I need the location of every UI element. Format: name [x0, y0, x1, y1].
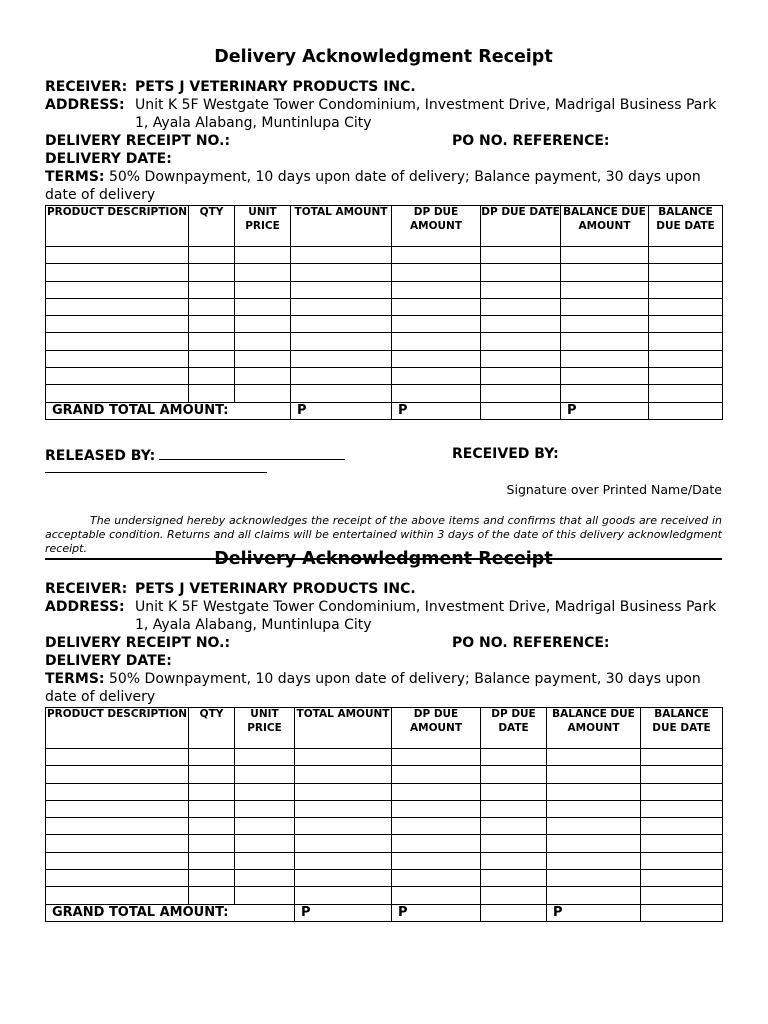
grand-total-dp-date-cell[interactable]: [481, 402, 561, 419]
table-cell[interactable]: [641, 766, 723, 783]
table-cell[interactable]: [481, 385, 561, 402]
table-row: [46, 749, 723, 766]
table-cell[interactable]: [649, 247, 723, 264]
terms-label: TERMS:: [45, 671, 105, 687]
receiver-line: [45, 580, 722, 598]
table-cell[interactable]: [235, 368, 291, 385]
table-row: [46, 368, 723, 385]
table-cell[interactable]: [189, 264, 235, 281]
address-line: [45, 96, 722, 114]
table-cell[interactable]: [392, 247, 481, 264]
table-row: [46, 247, 723, 264]
grand-total-amount-cell[interactable]: P: [291, 402, 392, 419]
table-cell[interactable]: [392, 835, 481, 852]
grand-total-balance-date-cell[interactable]: [641, 904, 723, 921]
po-reference-label: PO NO. REFERENCE:: [452, 635, 610, 651]
receiver-label: RECEIVER:: [45, 79, 128, 95]
table-cell[interactable]: [235, 247, 291, 264]
table-cell[interactable]: [392, 766, 481, 783]
terms-value: 50% Downpayment, 10 days upon date of delivery; Balance payment, 30 days upon date of delivery: [45, 671, 701, 705]
table-cell[interactable]: [235, 783, 295, 800]
table-cell[interactable]: [235, 835, 295, 852]
delivery-receipt-label: DELIVERY RECEIPT NO.:: [45, 133, 231, 149]
table-cell[interactable]: [295, 870, 392, 887]
grand-total-dp-cell[interactable]: P: [392, 402, 481, 419]
grand-total-dp-date-cell[interactable]: [481, 904, 547, 921]
table-row: [46, 818, 723, 835]
receipt-no-line: [45, 132, 722, 150]
table-cell[interactable]: [46, 385, 189, 402]
table-cell[interactable]: [392, 281, 481, 298]
table-cell[interactable]: [649, 281, 723, 298]
table-cell[interactable]: [561, 385, 649, 402]
table-cell[interactable]: [481, 766, 547, 783]
col-product-description: PRODUCT DESCRIPTION: [46, 206, 189, 247]
table-cell[interactable]: [235, 887, 295, 904]
table-row: [46, 333, 723, 350]
signature-caption: Signature over Printed Name/Date: [506, 481, 722, 497]
col-balance-due-amount: BALANCE DUE AMOUNT: [561, 206, 649, 247]
terms-line: [45, 168, 722, 204]
table-cell[interactable]: [392, 783, 481, 800]
table-cell[interactable]: [46, 350, 189, 367]
table-cell[interactable]: [481, 887, 547, 904]
col-qty: QTY: [189, 206, 235, 247]
table-cell[interactable]: [561, 264, 649, 281]
table-cell[interactable]: [547, 852, 641, 869]
table-cell[interactable]: [392, 316, 481, 333]
table-cell[interactable]: [481, 316, 561, 333]
table-cell[interactable]: [189, 316, 235, 333]
table-cell[interactable]: [46, 281, 189, 298]
table-cell[interactable]: [295, 783, 392, 800]
table-cell[interactable]: [561, 281, 649, 298]
delivery-receipt-label: DELIVERY RECEIPT NO.:: [45, 635, 231, 651]
table-row: [46, 316, 723, 333]
table-cell[interactable]: [46, 264, 189, 281]
table-row: [46, 264, 723, 281]
table-cell[interactable]: [547, 887, 641, 904]
delivery-date-label: DELIVERY DATE:: [45, 653, 172, 669]
table-cell[interactable]: [295, 818, 392, 835]
table-cell[interactable]: [46, 870, 189, 887]
table-cell[interactable]: [295, 835, 392, 852]
address-line-2: 1, Ayala Alabang, Muntinlupa City: [135, 115, 372, 131]
table-cell[interactable]: [235, 333, 291, 350]
table-cell[interactable]: [481, 800, 547, 817]
table-cell[interactable]: [235, 281, 291, 298]
table-cell[interactable]: [291, 264, 392, 281]
grand-total-dp-cell[interactable]: P: [392, 904, 481, 921]
table-cell[interactable]: [481, 749, 547, 766]
released-by: [45, 446, 345, 464]
table-cell[interactable]: [481, 350, 561, 367]
table-cell[interactable]: [46, 316, 189, 333]
table-cell[interactable]: [235, 298, 291, 315]
table-cell[interactable]: [641, 852, 723, 869]
col-unit-price: UNIT PRICE: [235, 206, 291, 247]
address-line-1: Unit K 5F Westgate Tower Condominium, Investment Drive, Madrigal Business Park: [135, 599, 717, 615]
table-cell[interactable]: [189, 281, 235, 298]
table-cell[interactable]: [561, 298, 649, 315]
table-cell[interactable]: [481, 368, 561, 385]
address-label: ADDRESS:: [45, 97, 125, 113]
items-table: [45, 205, 723, 420]
table-cell[interactable]: [547, 835, 641, 852]
grand-total-balance-cell[interactable]: P: [547, 904, 641, 921]
col-balance-due-date: BALANCE DUE DATE: [641, 708, 723, 749]
table-cell[interactable]: [481, 281, 561, 298]
table-cell[interactable]: [189, 350, 235, 367]
table-cell[interactable]: [46, 749, 189, 766]
table-cell[interactable]: [291, 368, 392, 385]
table-cell[interactable]: [392, 264, 481, 281]
table-cell[interactable]: [392, 350, 481, 367]
table-cell[interactable]: [291, 247, 392, 264]
receipt-no-line: [45, 634, 722, 652]
delivery-date-label: DELIVERY DATE:: [45, 151, 172, 167]
table-row: [46, 852, 723, 869]
received-by-label: RECEIVED BY:: [452, 445, 559, 462]
table-cell[interactable]: [392, 852, 481, 869]
table-cell[interactable]: [547, 818, 641, 835]
delivery-date-line: [45, 150, 722, 168]
table-cell[interactable]: [649, 385, 723, 402]
table-row: [46, 385, 723, 402]
table-row: [46, 281, 723, 298]
table-cell[interactable]: [46, 333, 189, 350]
table-cell[interactable]: [235, 852, 295, 869]
table-body: [46, 749, 723, 905]
table-cell[interactable]: [46, 298, 189, 315]
col-dp-due-date: DP DUE DATE: [481, 206, 561, 247]
table-cell[interactable]: [561, 350, 649, 367]
grand-total-balance-cell[interactable]: P: [561, 402, 649, 419]
table-header: [46, 708, 723, 749]
table-cell[interactable]: [392, 298, 481, 315]
table-cell[interactable]: [189, 368, 235, 385]
table-cell[interactable]: [641, 870, 723, 887]
grand-total-amount-cell[interactable]: P: [295, 904, 392, 921]
table-cell[interactable]: [392, 800, 481, 817]
table-cell[interactable]: [46, 887, 189, 904]
items-table: [45, 707, 723, 922]
grand-total-row: [46, 402, 723, 419]
receipt-1: [45, 44, 722, 560]
table-cell[interactable]: [649, 350, 723, 367]
table-cell[interactable]: [481, 818, 547, 835]
col-unit-price: UNIT PRICE: [235, 708, 295, 749]
table-cell[interactable]: [295, 749, 392, 766]
table-cell[interactable]: [392, 368, 481, 385]
table-cell[interactable]: [46, 766, 189, 783]
table-cell[interactable]: [46, 818, 189, 835]
table-cell[interactable]: [235, 800, 295, 817]
table-cell[interactable]: [649, 333, 723, 350]
grand-total-row: [46, 904, 723, 921]
terms-value: 50% Downpayment, 10 days upon date of delivery; Balance payment, 30 days upon date of delivery: [45, 169, 701, 203]
acknowledgment-text: The undersigned hereby acknowledges the receipt of the above items and confirms that all goods are received in acceptable condition. Returns and all claims will be entertained within 3 days of the date of this delivery acknowledgment receipt.: [45, 513, 722, 555]
table-cell[interactable]: [649, 316, 723, 333]
col-total-amount: TOTAL AMOUNT: [291, 206, 392, 247]
table-cell[interactable]: [392, 870, 481, 887]
table-cell[interactable]: [561, 368, 649, 385]
table-cell[interactable]: [641, 783, 723, 800]
receipt-2: [45, 546, 722, 922]
table-cell[interactable]: [481, 264, 561, 281]
table-cell[interactable]: [641, 818, 723, 835]
table-cell[interactable]: [291, 385, 392, 402]
released-by-line-2[interactable]: [45, 472, 267, 473]
table-cell[interactable]: [189, 887, 235, 904]
col-balance-due-date: BALANCE DUE DATE: [649, 206, 723, 247]
table-cell[interactable]: [189, 835, 235, 852]
released-by-line[interactable]: [159, 446, 345, 460]
receiver-value: PETS J VETERINARY PRODUCTS INC.: [135, 581, 416, 597]
table-cell[interactable]: [561, 247, 649, 264]
col-balance-due-amount: BALANCE DUE AMOUNT: [547, 708, 641, 749]
table-cell[interactable]: [189, 385, 235, 402]
table-header: [46, 206, 723, 247]
table-cell[interactable]: [547, 783, 641, 800]
address-line-2: 1, Ayala Alabang, Muntinlupa City: [135, 617, 372, 633]
table-cell[interactable]: [295, 800, 392, 817]
table-cell[interactable]: [649, 298, 723, 315]
table-cell[interactable]: [547, 800, 641, 817]
table-cell[interactable]: [295, 887, 392, 904]
table-cell[interactable]: [46, 835, 189, 852]
table-cell[interactable]: [481, 298, 561, 315]
table-cell[interactable]: [189, 783, 235, 800]
table-cell[interactable]: [649, 368, 723, 385]
grand-total-label: GRAND TOTAL AMOUNT:: [46, 402, 291, 419]
table-cell[interactable]: [291, 350, 392, 367]
table-cell[interactable]: [235, 870, 295, 887]
table-row: [46, 298, 723, 315]
grand-total-label: GRAND TOTAL AMOUNT:: [46, 904, 295, 921]
delivery-date-line: [45, 652, 722, 670]
col-qty: QTY: [189, 708, 235, 749]
table-cell[interactable]: [547, 749, 641, 766]
table-cell[interactable]: [547, 766, 641, 783]
table-cell[interactable]: [561, 316, 649, 333]
table-cell[interactable]: [235, 350, 291, 367]
receipt-title: Delivery Acknowledgment Receipt: [214, 47, 553, 67]
table-cell[interactable]: [547, 870, 641, 887]
table-cell[interactable]: [291, 316, 392, 333]
table-cell[interactable]: [641, 800, 723, 817]
table-cell[interactable]: [291, 333, 392, 350]
table-cell[interactable]: [189, 818, 235, 835]
table-cell[interactable]: [46, 783, 189, 800]
table-cell[interactable]: [392, 385, 481, 402]
receiver-value: PETS J VETERINARY PRODUCTS INC.: [135, 79, 416, 95]
table-cell[interactable]: [392, 333, 481, 350]
grand-total-balance-date-cell[interactable]: [649, 402, 723, 419]
col-dp-due-amount: DP DUE AMOUNT: [392, 708, 481, 749]
table-cell[interactable]: [189, 800, 235, 817]
table-cell[interactable]: [235, 749, 295, 766]
table-cell[interactable]: [189, 766, 235, 783]
table-row: [46, 800, 723, 817]
table-cell[interactable]: [189, 333, 235, 350]
table-cell[interactable]: [46, 800, 189, 817]
table-cell[interactable]: [189, 852, 235, 869]
receiver-line: [45, 78, 722, 96]
table-row: [46, 835, 723, 852]
table-cell[interactable]: [481, 852, 547, 869]
table-cell[interactable]: [235, 766, 295, 783]
table-cell[interactable]: [46, 247, 189, 264]
po-reference-label: PO NO. REFERENCE:: [452, 133, 610, 149]
table-cell[interactable]: [392, 887, 481, 904]
table-cell[interactable]: [295, 766, 392, 783]
table-cell[interactable]: [291, 298, 392, 315]
table-row: [46, 887, 723, 904]
col-product-description: PRODUCT DESCRIPTION: [46, 708, 189, 749]
table-cell[interactable]: [641, 835, 723, 852]
table-cell[interactable]: [392, 749, 481, 766]
table-cell[interactable]: [641, 749, 723, 766]
col-dp-due-amount: DP DUE AMOUNT: [392, 206, 481, 247]
table-cell[interactable]: [649, 264, 723, 281]
table-cell[interactable]: [481, 783, 547, 800]
table-cell[interactable]: [46, 852, 189, 869]
table-row: [46, 766, 723, 783]
table-cell[interactable]: [561, 333, 649, 350]
table-cell[interactable]: [189, 749, 235, 766]
table-cell[interactable]: [235, 316, 291, 333]
table-cell[interactable]: [291, 281, 392, 298]
address-label: ADDRESS:: [45, 599, 125, 615]
table-cell[interactable]: [481, 870, 547, 887]
table-cell[interactable]: [46, 368, 189, 385]
receipt-title: Delivery Acknowledgment Receipt: [214, 549, 553, 569]
table-row: [46, 783, 723, 800]
table-cell[interactable]: [235, 818, 295, 835]
receiver-label: RECEIVER:: [45, 581, 128, 597]
signature-block: [45, 420, 722, 514]
table-cell[interactable]: [481, 835, 547, 852]
table-cell[interactable]: [189, 870, 235, 887]
table-row: [46, 870, 723, 887]
address-line-1: Unit K 5F Westgate Tower Condominium, Investment Drive, Madrigal Business Park: [135, 97, 717, 113]
address-line: [45, 598, 722, 616]
table-cell[interactable]: [641, 887, 723, 904]
col-dp-due-date: DP DUE DATE: [481, 708, 547, 749]
col-total-amount: TOTAL AMOUNT: [295, 708, 392, 749]
table-cell[interactable]: [235, 264, 291, 281]
table-body: [46, 247, 723, 403]
terms-label: TERMS:: [45, 169, 105, 185]
table-cell[interactable]: [235, 385, 291, 402]
table-cell[interactable]: [189, 298, 235, 315]
table-cell[interactable]: [392, 818, 481, 835]
terms-line: [45, 670, 722, 706]
table-cell[interactable]: [295, 852, 392, 869]
table-cell[interactable]: [481, 333, 561, 350]
table-cell[interactable]: [481, 247, 561, 264]
released-by-label: RELEASED BY:: [45, 447, 156, 464]
table-row: [46, 350, 723, 367]
table-cell[interactable]: [189, 247, 235, 264]
